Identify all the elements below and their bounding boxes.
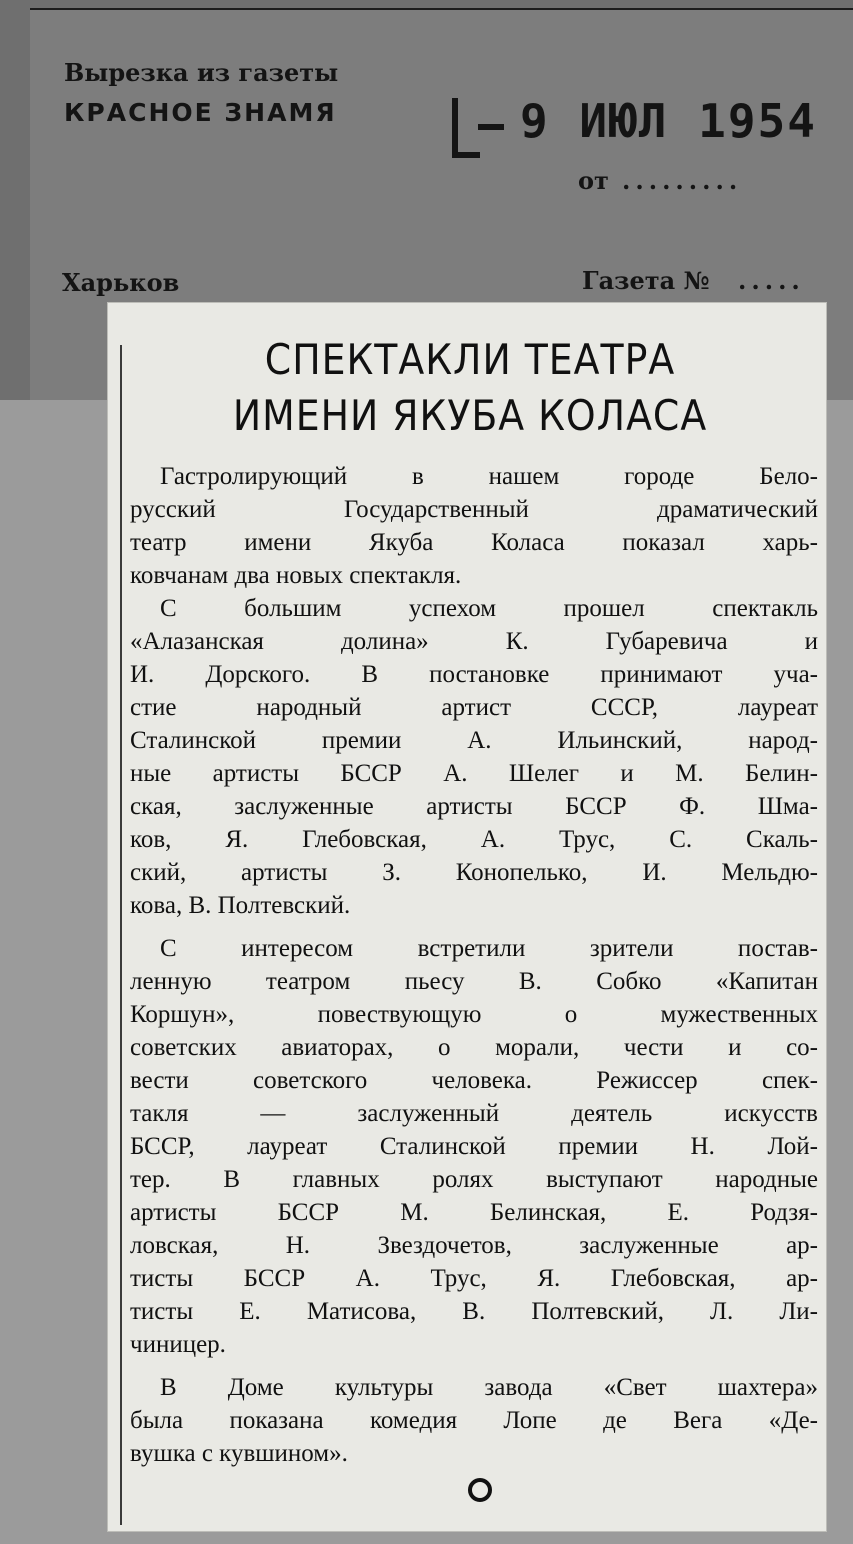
article-line: чиницер. (130, 1331, 226, 1358)
article-line: такля — заслуженный деятель искусств (130, 1100, 818, 1127)
column-rule (120, 345, 122, 1525)
article-line: русский Государственный драматический (130, 496, 818, 523)
from-dots: ......... (622, 166, 743, 195)
article-line: С большим успехом прошел спектакль (160, 595, 818, 622)
issue-label: Газета № (582, 266, 710, 295)
article-line: «Алазанская долина» К. Губаревича и (130, 628, 818, 655)
article-line: ский, артисты З. Конопелько, И. Мельдю- (130, 859, 818, 886)
article-line: С интересом встретили зрители постав- (160, 935, 818, 962)
article-line: И. Дорского. В постановке принимают уча- (130, 661, 818, 688)
stamp-bracket (452, 98, 480, 158)
article-line: артисты БССР М. Белинская, Е. Родзя- (130, 1199, 818, 1226)
article-line: вести советского человека. Режиссер спек- (130, 1067, 818, 1094)
article-line: ловская, Н. Звездочетов, заслуженные ар- (130, 1232, 818, 1259)
article-line: театр имени Якуба Коласа показал харь- (130, 529, 818, 556)
article-line: ковчанам два новых спектакля. (130, 562, 462, 589)
article-paragraph (130, 460, 818, 592)
article-line: Гастролирующий в нашем городе Бело- (160, 463, 818, 490)
article-line: советских авиаторах, о морали, чести и со- (130, 1034, 818, 1061)
article-body (130, 460, 818, 1470)
issue-dots: ..... (738, 266, 805, 295)
headline-line-1: СПЕКТАКЛИ ТЕАТРА (264, 335, 676, 384)
article-line: ская, заслуженные артисты БССР Ф. Шма- (130, 793, 818, 820)
article-line: ные артисты БССР А. Шелег и М. Белин- (130, 760, 818, 787)
article-paragraph (130, 932, 818, 1361)
article-line: ков, Я. Глебовская, А. Трус, С. Скаль- (130, 826, 818, 853)
article-paragraph (130, 1371, 818, 1470)
article-line: стие народный артист СССР, лауреат (130, 694, 818, 721)
article-headline (120, 332, 820, 444)
article-line: БССР, лауреат Сталинской премии Н. Лой- (130, 1133, 818, 1160)
city-label: Харьков (62, 268, 180, 297)
article-line: тисты БССР А. Трус, Я. Глебовская, ар- (130, 1265, 818, 1292)
article-paragraph (130, 592, 818, 922)
newspaper-name: КРАСНОЕ ЗНАМЯ (64, 98, 337, 127)
end-mark (468, 1478, 492, 1502)
article-line: вушка с кувшином». (130, 1440, 348, 1467)
date-stamp: 9 ИЮЛ 1954 (520, 94, 817, 148)
article-line: ленную театром пьесу В. Собко «Капитан (130, 968, 818, 995)
article-line: тер. В главных ролях выступают народные (130, 1166, 818, 1193)
article-line: тисты Е. Матисова, В. Полтевский, Л. Ли- (130, 1298, 818, 1325)
article-line: кова, В. Полтевский. (130, 892, 351, 919)
article-line: была показана комедия Лопе де Вега «Де- (130, 1407, 818, 1434)
article-line: Коршун», повествующую о мужественных (130, 1001, 818, 1028)
article-line: В Доме культуры завода «Свет шахтера» (160, 1374, 818, 1401)
from-label: от (578, 166, 609, 195)
article-line: Сталинской премии А. Ильинский, народ- (130, 727, 818, 754)
headline-line-2: ИМЕНИ ЯКУБА КОЛАСА (232, 391, 708, 440)
clipping-label: Вырезка из газеты (64, 58, 339, 87)
stamp-dash (478, 124, 504, 130)
